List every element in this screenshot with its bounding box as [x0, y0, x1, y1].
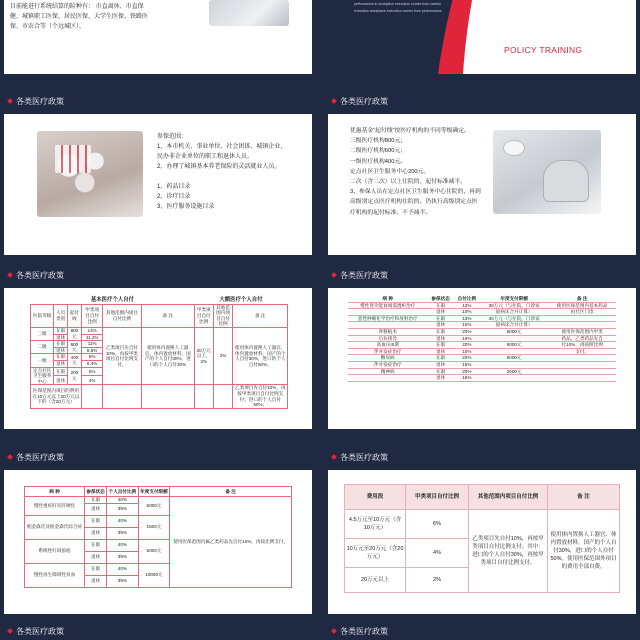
slide-insurance-scope: [4, 90, 312, 255]
big-medical-heading: 大额医疗个人自付: [219, 297, 263, 303]
table-header-row: 费用段 甲类项目自付比例 其他范围内项目自付比例 备 注: [345, 485, 620, 510]
table-row: 伴并发症治疗 退休 15%: [348, 361, 616, 368]
brand-title: POLICY TRAINING: [504, 45, 583, 55]
pill-bottles-photo: [37, 131, 143, 217]
slide-title: 各类医疗政策: [340, 97, 388, 106]
table-row: 三级 在职 800元 14% 乙类项目先自付10%，再按甲类项目自付比例支付。 使用体内置换人工器官、体内置放材料，国产的个人自付30%，进口的个人自付30% 20万元以上，2% 2% 使用体内置换人工器官，体内置放材料，国产的个人自付30%，进口的个人自付50%。: [31, 327, 288, 334]
slide-table-cost-segment: [328, 446, 636, 614]
diamond-icon: [7, 628, 13, 634]
table-row: 退休 15%: [348, 375, 616, 382]
table-row: 10万元至20万元（含20万元） 4%: [345, 539, 620, 568]
diamond-icon: [331, 628, 337, 634]
special-disease-table: [24, 486, 292, 588]
slide-header: [4, 620, 312, 640]
deductible-text: 优惠基金“起付线”按医疗机构的不同等级确定。 三级医疗机构800元； 二级医疗机构600元； 一级医疗机构400元。 定点社区卫生服务中心200元。 二次（含二次）以上住院的，起付标准减半。 3、参保人员在定点社区卫生服务中心住院的，再到 高级别定点医疗机构住院的，仍执行高级别定点医 疗机构的起付标准，不予减半。: [350, 128, 481, 216]
table-row: 系统性红斑狼疮 在职 40% 5000元: [25, 539, 292, 551]
table-row: 退休 6.4%: [31, 360, 288, 367]
slide-header: [4, 264, 312, 288]
diamond-icon: [7, 98, 13, 104]
slide-top-left: [4, 0, 312, 74]
table-row: 退休 35%: [25, 503, 292, 515]
table-row: 精神病 在职 20% 2000元: [348, 368, 616, 375]
tagline-1: performance in workplace execution comes from careful: [354, 2, 441, 6]
table-row: 二级 在职 600元 11%: [31, 341, 288, 348]
slide-title: 各类医疗政策: [340, 453, 388, 462]
slide-header: [328, 446, 636, 470]
scope-text: 参保范围： 1、本市机关、事业单位、社会团体、城镇企业、 民办非企业单位的职工和退休人员。 2、办理了城镇基本养老保险的灵活就业人员。 1、药品目录 2、诊疗目录 3、医疗服务设施目录: [157, 134, 287, 210]
dental-chair-photo: [493, 130, 601, 214]
table-row: 退休 11.2%: [31, 334, 288, 341]
table-row: 退休 35%: [25, 551, 292, 563]
table-row: 退休 10% 庭病床合并计算）: [348, 322, 616, 329]
slide-title: 各类医疗政策: [340, 271, 388, 280]
basic-medical-heading: 基本医疗个人自付: [90, 297, 135, 303]
diamond-icon: [331, 272, 337, 278]
table-row: 4.5万元至10万元（含10万元） 6% 乙类项目先自付10%，再按甲类项目自付比例支付；其中：进口的个人自付30%，再按甲类项目自付比例支付。 使用体内置换人工器官、体内置放材料，国产的个人自付30%，进口的个人自付50%。使用医保范围外项目的费用全部自费。: [345, 510, 620, 539]
table-row: 帕金森氏及帕金森氏综合症 在职 40% 1500元: [25, 515, 292, 527]
slide-header: [328, 264, 636, 288]
diamond-icon: [331, 454, 337, 460]
table-row: 退休 8.8%: [31, 347, 288, 354]
slide-title: 各类医疗政策: [16, 453, 64, 462]
slide-title: 各类医疗政策: [340, 627, 388, 636]
table-row: 慢性重症肝炎肝硬化 在职 40% 5000元 使用医保范围内属乙类药品先自付10%，再按比例支付。: [25, 497, 292, 504]
diamond-icon: [7, 272, 13, 278]
diamond-icon: [7, 454, 13, 460]
slide-header: [328, 90, 636, 114]
table-row: 伴并发症治疗 退休 15% 支付。: [348, 348, 616, 355]
slide-title: 各类医疗政策: [16, 627, 64, 636]
table-row: 慢性肾功能衰竭需透析治疗 在职 13% 30万元（与住院、门诊家 使用医保范围内基本药品: [348, 302, 616, 309]
table-row: 恶性肿瘤化学治疗和放射治疗 在职 13% 30万元（与住院、门诊家: [348, 315, 616, 322]
table-row: 高血压III期 在职 20% 5000元 付10%，再按照比例: [348, 342, 616, 349]
slide-bottom-left: [4, 620, 312, 640]
table-row: 20万元以上 2%: [345, 568, 620, 593]
medical-photo: [209, 0, 289, 26]
slide-header: [4, 90, 312, 114]
slide-deductible: [328, 90, 636, 255]
slide-table-chronic-disease: [328, 264, 636, 429]
slide-bottom-right: [328, 620, 636, 640]
table-row: 退休 10% 庭病床合并计算） 由社区门诊: [348, 309, 616, 316]
slide-top-right: [328, 0, 636, 74]
table-row: 定点社区卫生服务中心 在职 200元 5%: [31, 367, 288, 376]
slide-title: 各类医疗政策: [16, 271, 64, 280]
table-row: 糖尿病 在职 20% 5000元: [348, 355, 616, 362]
table-row: 后抗排异 退休 15% 药品，乙类药品先自: [348, 335, 616, 342]
slide-table-special-disease: [4, 446, 312, 614]
slide-table-personal-payment: [4, 264, 312, 429]
table-footer-row: 医保范围内项目的费用在10万元以上20万元以下的（含20万元） 乙类项目先自付10%，再按甲类项目自付比例支付；进口的个人自付50%；: [32, 385, 286, 408]
tagline-2: execution workplace execution comes from performance: [354, 9, 442, 13]
slide-title: 各类医疗政策: [16, 97, 64, 106]
slide-header: [328, 620, 636, 640]
table-header-row: 医院等级 人员类别 起付线 甲类项目自付比例 其他范围内项目自付比例 备 注 甲类项目自付比例 其他范围内项目自付比例 备 注: [31, 304, 288, 327]
table-row: 一级 在职 400元 8%: [31, 354, 288, 361]
table-row: 退休 35%: [25, 527, 292, 539]
table-row: 肾移植术 在职 20% 5000元 使用医保范围内甲类: [348, 328, 616, 335]
diamond-icon: [331, 98, 337, 104]
cost-segment-table: [344, 484, 620, 593]
table-header-row: 病 种 参保状态 自付比例 年度支付限额 备 注: [348, 296, 616, 302]
table-row: 慢性再生障碍性贫血 在职 40% 10000元: [25, 563, 292, 575]
top-left-text: 目前能进行系统结算的险种有： 市直离休、市直保 健、城镇职工医保、居民医保、大学生医保、铁路医 保、市农合等（个远城区）。: [10, 4, 149, 30]
personal-payment-table: [30, 298, 288, 409]
slide-header: [4, 446, 312, 470]
table-row: 退休 4%: [31, 376, 288, 385]
table-row: 退休 35%: [25, 575, 292, 587]
chronic-disease-table: [348, 296, 616, 382]
table-header-row: 病 种 参保状态 个人自付比例 年度支付限额 备 注: [25, 487, 292, 497]
